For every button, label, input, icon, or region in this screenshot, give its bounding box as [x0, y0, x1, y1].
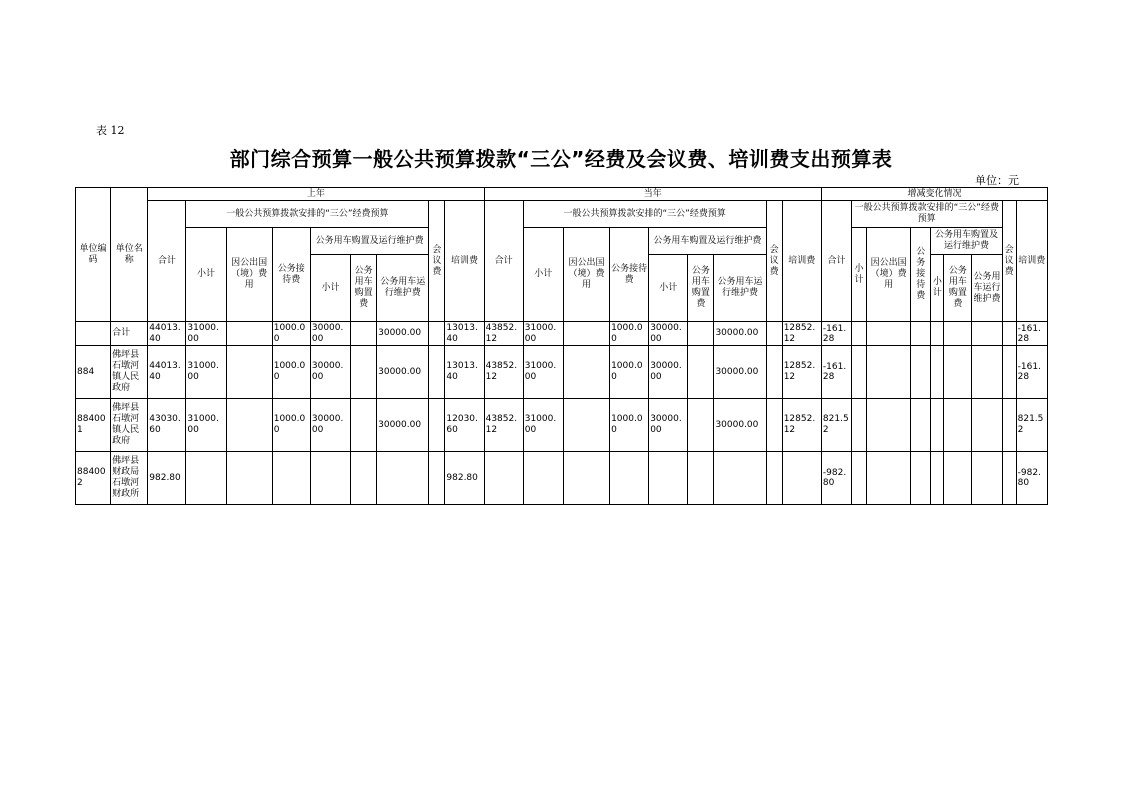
curr-vehicle-group-header: 公务用车购置及运行维护费 [649, 228, 766, 255]
value-cell: 31000.00 [186, 322, 226, 346]
value-cell [766, 399, 782, 452]
value-cell [972, 399, 1002, 452]
value-cell [867, 322, 911, 346]
curr-reception-header: 公务接待费 [610, 228, 649, 322]
table-number: 表 12 [96, 124, 125, 137]
value-cell [1002, 322, 1016, 346]
value-cell [563, 346, 609, 399]
value-cell [931, 452, 944, 505]
value-cell [310, 452, 350, 505]
value-cell: -161.28 [821, 346, 851, 399]
value-cell [563, 322, 609, 346]
header-change: 增减变化情况 [821, 188, 1047, 201]
value-cell [944, 452, 972, 505]
curr-vehicle-maint-header: 公务用车运行维护费 [714, 255, 766, 322]
value-cell [867, 399, 911, 452]
value-cell [714, 452, 766, 505]
curr-vehicle-subtotal-header: 小计 [649, 255, 688, 322]
curr-vehicle-purchase-header: 公务用车购置费 [688, 255, 714, 322]
value-cell: 30000.00 [649, 399, 688, 452]
value-cell [226, 346, 272, 399]
table-body [76, 322, 1048, 505]
curr-general-budget-header: 一般公共预算拨款安排的“三公”经费预算 [523, 201, 766, 228]
prev-vehicle-maint-header: 公务用车运行维护费 [377, 255, 429, 322]
value-cell [563, 452, 609, 505]
chg-vehicle-maint-header: 公务用车运行维护费 [972, 255, 1002, 322]
value-cell: 30000.00 [714, 322, 766, 346]
value-cell: 43852.12 [484, 322, 523, 346]
budget-table [75, 187, 1048, 505]
value-cell: 30000.00 [714, 399, 766, 452]
value-cell: 821.52 [821, 399, 851, 452]
header-unit-name: 单位名称 [111, 188, 148, 322]
value-cell: 31000.00 [523, 322, 563, 346]
value-cell [351, 346, 377, 399]
value-cell [649, 452, 688, 505]
value-cell [429, 346, 445, 399]
value-cell [852, 452, 867, 505]
unit-name-cell: 合计 [111, 322, 148, 346]
curr-subtotal-header: 小计 [523, 228, 563, 322]
value-cell [944, 399, 972, 452]
chg-total-header: 合计 [821, 201, 851, 322]
prev-vehicle-purchase-header: 公务用车购置费 [351, 255, 377, 322]
prev-vehicle-group-header: 公务用车购置及运行维护费 [310, 228, 428, 255]
curr-total-header: 合计 [484, 201, 523, 322]
value-cell [766, 346, 782, 399]
prev-meeting-header: 会议费 [429, 201, 445, 322]
curr-abroad-header: 因公出国（境）费用 [563, 228, 609, 322]
value-cell: 30000.00 [310, 322, 350, 346]
value-cell: 43852.12 [484, 346, 523, 399]
value-cell: 30000.00 [310, 346, 350, 399]
value-cell [944, 322, 972, 346]
table-row [76, 322, 1048, 346]
value-cell: 982.80 [445, 452, 484, 505]
value-cell [226, 399, 272, 452]
chg-subtotal-header: 小计 [852, 228, 867, 322]
value-cell: 13013.40 [445, 346, 484, 399]
value-cell: -161.28 [821, 322, 851, 346]
value-cell [867, 346, 911, 399]
unit-name-cell: 佛坪县石墩河镇人民政府 [111, 399, 148, 452]
value-cell [867, 452, 911, 505]
value-cell: -161.28 [1016, 346, 1047, 399]
value-cell: 30000.00 [649, 346, 688, 399]
value-cell: 12852.12 [782, 399, 821, 452]
value-cell: 30000.00 [714, 346, 766, 399]
value-cell [972, 322, 1002, 346]
value-cell: 1000.00 [272, 346, 310, 399]
value-cell [688, 399, 714, 452]
value-cell [563, 399, 609, 452]
header-prev-year: 上年 [148, 188, 484, 201]
value-cell: 44013.40 [148, 322, 186, 346]
value-cell: 30000.00 [377, 399, 429, 452]
chg-abroad-header: 因公出国（境）费用 [867, 228, 911, 322]
value-cell [766, 322, 782, 346]
value-cell [226, 452, 272, 505]
value-cell [852, 399, 867, 452]
unit-code-cell [76, 322, 111, 346]
value-cell [429, 452, 445, 505]
chg-meeting-header: 会议费 [1002, 201, 1016, 322]
value-cell: -982.80 [1016, 452, 1047, 505]
prev-training-header: 培训费 [445, 201, 484, 322]
value-cell [852, 322, 867, 346]
value-cell: 1000.00 [272, 322, 310, 346]
value-cell [931, 322, 944, 346]
value-cell [351, 452, 377, 505]
value-cell: 30000.00 [377, 346, 429, 399]
prev-abroad-header: 因公出国（境）费用 [226, 228, 272, 322]
value-cell [351, 322, 377, 346]
table-row [76, 399, 1048, 452]
value-cell [911, 346, 931, 399]
table-row [76, 346, 1048, 399]
value-cell: -161.28 [1016, 322, 1047, 346]
value-cell: 44013.40 [148, 346, 186, 399]
value-cell: 43030.60 [148, 399, 186, 452]
value-cell [272, 452, 310, 505]
value-cell [523, 452, 563, 505]
value-cell: -982.80 [821, 452, 851, 505]
value-cell [429, 399, 445, 452]
value-cell [484, 452, 523, 505]
value-cell: 43852.12 [484, 399, 523, 452]
chg-general-budget-header: 一般公共预算拨款安排的“三公”经费预算 [852, 201, 1003, 228]
unit-code-cell: 884 [76, 346, 111, 399]
value-cell [931, 399, 944, 452]
value-cell: 821.52 [1016, 399, 1047, 452]
chg-vehicle-subtotal-header: 小计 [931, 255, 944, 322]
value-cell: 30000.00 [310, 399, 350, 452]
value-cell: 30000.00 [649, 322, 688, 346]
value-cell [911, 322, 931, 346]
unit-label: 单位：元 [975, 174, 1019, 187]
value-cell [911, 452, 931, 505]
unit-name-cell: 佛坪县石墩河镇人民政府 [111, 346, 148, 399]
value-cell: 1000.00 [610, 399, 649, 452]
value-cell [852, 346, 867, 399]
value-cell [972, 452, 1002, 505]
value-cell [782, 452, 821, 505]
value-cell: 1000.00 [610, 346, 649, 399]
value-cell: 12852.12 [782, 346, 821, 399]
unit-name-cell: 佛坪县财政局石墩河财政所 [111, 452, 148, 505]
chg-vehicle-group-header: 公务用车购置及运行维护费 [931, 228, 1002, 255]
value-cell [688, 452, 714, 505]
value-cell: 12030.60 [445, 399, 484, 452]
curr-training-header: 培训费 [782, 201, 821, 322]
unit-code-cell: 884002 [76, 452, 111, 505]
value-cell: 12852.12 [782, 322, 821, 346]
value-cell [766, 452, 782, 505]
value-cell: 30000.00 [377, 322, 429, 346]
value-cell: 31000.00 [186, 399, 226, 452]
value-cell [186, 452, 226, 505]
prev-subtotal-header: 小计 [186, 228, 226, 322]
header-curr-year: 当年 [484, 188, 821, 201]
value-cell: 1000.00 [272, 399, 310, 452]
prev-general-budget-header: 一般公共预算拨款安排的“三公”经费预算 [186, 201, 429, 228]
curr-meeting-header: 会议费 [766, 201, 782, 322]
page-title: 部门综合预算一般公共预算拨款“三公”经费及会议费、培训费支出预算表 [229, 147, 893, 171]
value-cell [688, 322, 714, 346]
table-row [76, 452, 1048, 505]
value-cell [688, 346, 714, 399]
value-cell [377, 452, 429, 505]
value-cell [610, 452, 649, 505]
chg-training-header: 培训费 [1016, 201, 1047, 322]
value-cell: 1000.00 [610, 322, 649, 346]
value-cell: 31000.00 [523, 346, 563, 399]
unit-code-cell: 884001 [76, 399, 111, 452]
value-cell: 982.80 [148, 452, 186, 505]
value-cell [911, 399, 931, 452]
value-cell: 13013.40 [445, 322, 484, 346]
chg-reception-header: 公务接待费 [911, 228, 931, 322]
value-cell [429, 322, 445, 346]
prev-vehicle-subtotal-header: 小计 [310, 255, 350, 322]
chg-vehicle-purchase-header: 公务用车购置费 [944, 255, 972, 322]
value-cell [1002, 452, 1016, 505]
header-unit-code: 单位编码 [76, 188, 111, 322]
prev-total-header: 合计 [148, 201, 186, 322]
value-cell [931, 346, 944, 399]
value-cell [972, 346, 1002, 399]
value-cell [351, 399, 377, 452]
value-cell: 31000.00 [186, 346, 226, 399]
value-cell [226, 322, 272, 346]
value-cell [944, 346, 972, 399]
value-cell [1002, 346, 1016, 399]
value-cell: 31000.00 [523, 399, 563, 452]
prev-reception-header: 公务接待费 [272, 228, 310, 322]
value-cell [1002, 399, 1016, 452]
